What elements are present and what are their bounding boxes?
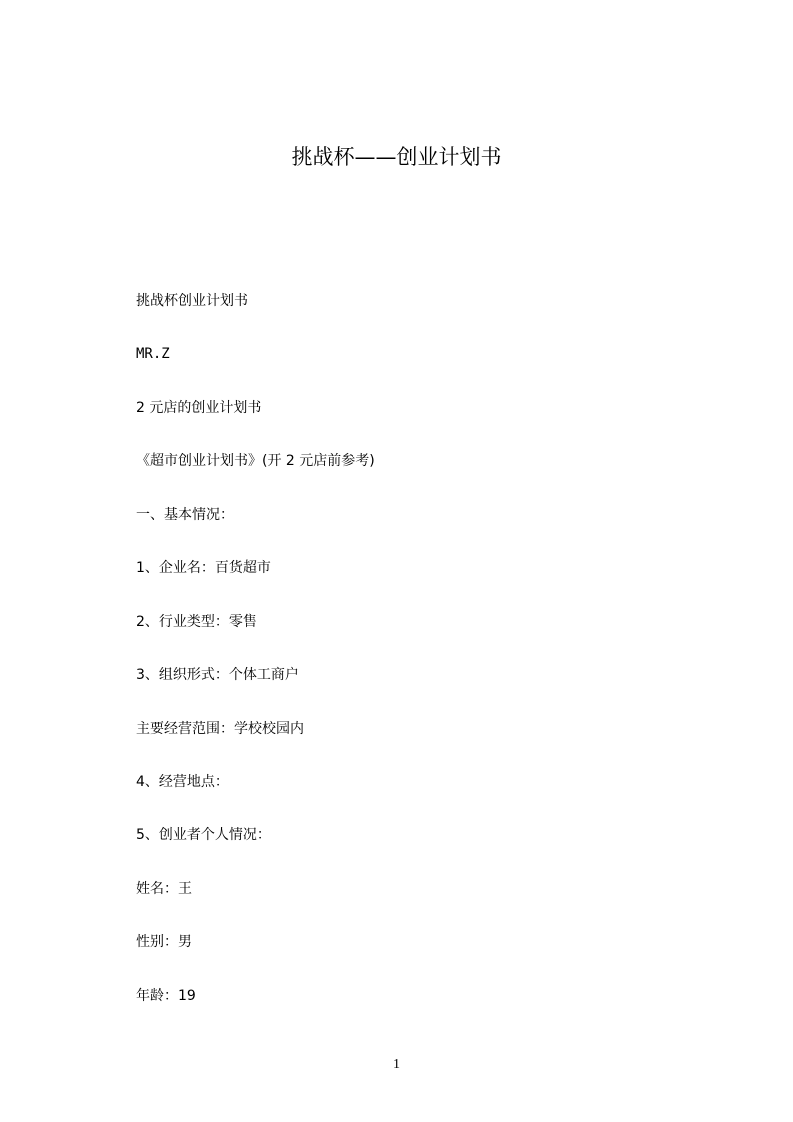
body-line-gender: 性别：男 bbox=[136, 934, 192, 950]
body-line-author: MR.Z bbox=[136, 346, 170, 362]
body-line-location: 4、经营地点： bbox=[136, 774, 229, 790]
body-line-name: 姓名：王 bbox=[136, 881, 192, 897]
body-line-store-plan: 2 元店的创业计划书 bbox=[136, 400, 262, 416]
body-line-age: 年龄：19 bbox=[136, 988, 196, 1004]
body-line-industry-type: 2、行业类型：零售 bbox=[136, 614, 257, 630]
page-number: 1 bbox=[393, 1057, 400, 1072]
body-line-business-scope: 主要经营范围：学校校园内 bbox=[136, 721, 304, 737]
body-line-subtitle: 挑战杯创业计划书 bbox=[136, 293, 248, 309]
body-line-founder-info: 5、创业者个人情况： bbox=[136, 827, 271, 843]
body-line-company-name: 1、企业名：百货超市 bbox=[136, 560, 271, 576]
body-line-organization-form: 3、组织形式：个体工商户 bbox=[136, 667, 299, 683]
section-heading-basic-info: 一、基本情况： bbox=[136, 507, 234, 523]
document-title: 挑战杯——创业计划书 bbox=[291, 145, 502, 169]
body-line-reference: 《超市创业计划书》(开 2 元店前参考) bbox=[136, 453, 375, 469]
